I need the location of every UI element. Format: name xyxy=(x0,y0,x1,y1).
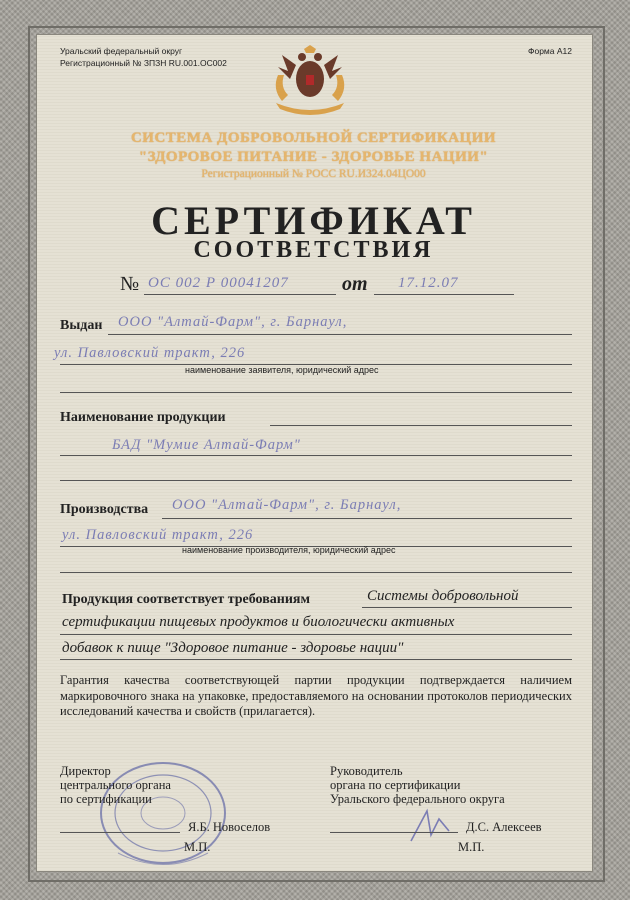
double-headed-eagle-emblem xyxy=(268,45,352,115)
product-underline-1 xyxy=(270,425,572,426)
left-signer-name: Я.Б. Новоселов xyxy=(188,820,271,834)
left-stamp-place: М.П. xyxy=(184,840,211,854)
product-value: БАД "Мумие Алтай-Фарм" xyxy=(112,437,301,453)
requirements-underline-2 xyxy=(60,634,572,635)
date-label: от xyxy=(342,273,368,295)
left-signer-title-1: Директор xyxy=(60,764,111,778)
registration-text: Регистрационный № ЗПЗН RU.001.ОС002 xyxy=(60,58,227,68)
certificate-title: СЕРТИФИКАТ xyxy=(151,198,476,243)
production-underline-1 xyxy=(162,518,572,519)
product-underline-2 xyxy=(60,455,572,456)
right-signer-title-2: органа по сертификации xyxy=(330,778,461,792)
right-signer-title-1: Руководитель xyxy=(330,764,403,778)
left-signature-line xyxy=(60,832,180,833)
requirements-label: Продукция соответствует требованиям xyxy=(62,592,311,607)
right-signer-name: Д.С. Алексеев xyxy=(466,820,542,834)
production-line-1: ООО "Алтай-Фарм", г. Барнаул, xyxy=(172,497,402,513)
requirements-line-3: добавок к пище "Здоровое питание - здоровье нации" xyxy=(62,640,404,656)
issued-line-2: ул. Павловский тракт, 226 xyxy=(54,345,246,361)
issued-underline-3 xyxy=(60,392,572,393)
issued-caption: наименование заявителя, юридический адрес xyxy=(185,365,379,375)
certificate-number: ОС 002 Р 00041207 xyxy=(148,275,289,291)
production-caption: наименование производителя, юридический адрес xyxy=(182,545,396,555)
requirements-underline-1 xyxy=(362,607,572,608)
system-slogan: "ЗДОРОВОЕ ПИТАНИЕ - ЗДОРОВЬЕ НАЦИИ" xyxy=(138,149,489,165)
issued-label: Выдан xyxy=(60,318,103,333)
requirements-line-1: Системы добровольной xyxy=(367,588,519,604)
form-number: Форма А12 xyxy=(528,46,572,56)
right-stamp-place: М.П. xyxy=(458,840,485,854)
production-line-2: ул. Павловский тракт, 226 xyxy=(62,527,254,543)
issued-line-1: ООО "Алтай-Фарм", г. Барнаул, xyxy=(118,314,348,330)
production-underline-3 xyxy=(60,572,572,573)
guarantee-text: Гарантия качества соответствующей партии продукции подтверждается наличием маркировочного знака на упаковке, предоставляемого на основании протоколов периодических исследований качества и свойств (прилагается). xyxy=(60,673,572,718)
district-text: Уральский федеральный округ xyxy=(60,46,183,56)
issued-underline-1 xyxy=(108,334,572,335)
number-sign: № xyxy=(120,273,140,295)
date-underline xyxy=(374,294,514,295)
system-title: СИСТЕМА ДОБРОВОЛЬНОЙ СЕРТИФИКАЦИИ xyxy=(130,130,497,146)
right-signature-scribble xyxy=(405,805,455,845)
production-label: Производства xyxy=(60,502,149,517)
requirements-line-2: сертификации пищевых продуктов и биологически активных xyxy=(62,614,455,630)
product-underline-3 xyxy=(60,480,572,481)
left-signer-title-2: центрального органа xyxy=(60,778,171,792)
number-underline xyxy=(144,294,336,295)
product-label: Наименование продукции xyxy=(60,410,226,425)
right-signer-title-3: Уральского федерального округа xyxy=(330,792,505,806)
right-signature-line xyxy=(330,832,458,833)
left-signer-title-3: по сертификации xyxy=(60,792,152,806)
certificate-subtitle: СООТВЕТСТВИЯ xyxy=(193,237,434,263)
system-registration: Регистрационный № РОСС RU.И324.04ЦО00 xyxy=(201,168,426,180)
certificate-date: 17.12.07 xyxy=(398,275,459,291)
requirements-underline-3 xyxy=(60,659,572,660)
